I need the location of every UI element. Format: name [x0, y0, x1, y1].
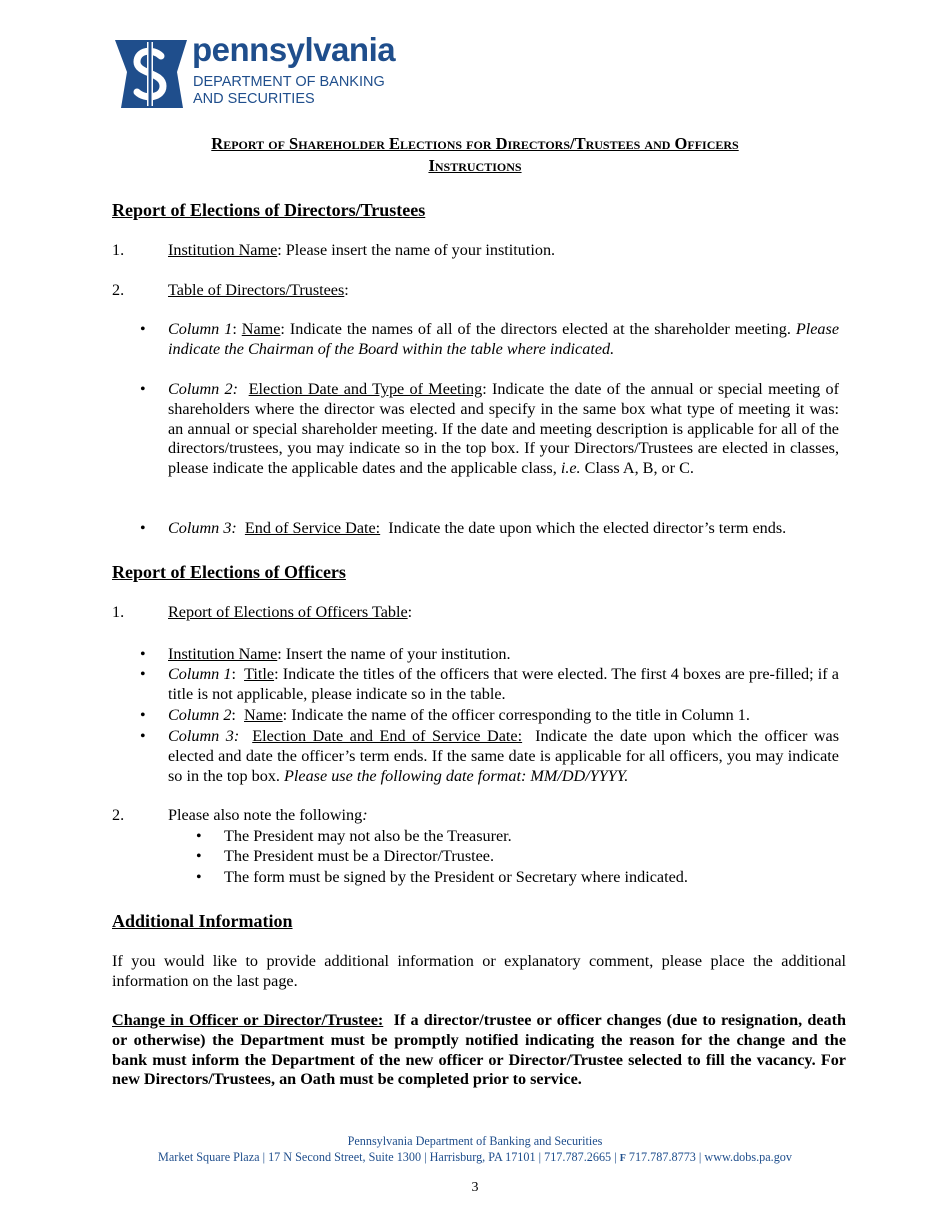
section-heading-directors: Report of Elections of Directors/Trustees: [112, 200, 426, 220]
section-heading-additional-info: Additional Information: [112, 911, 293, 931]
footer-address: Market Square Plaza | 17 N Second Street, Suite 1300 | Harrisburg, PA 17101 | 717.787.2665 | F 717.787.8773 | www.dobs.pa.gov: [158, 1150, 792, 1164]
list-item-institution-name: Institution Name: Please insert the name of your institution.: [168, 241, 556, 259]
bullet-icon: •: [196, 828, 202, 845]
bullet-icon: •: [140, 520, 146, 537]
bullet-icon: •: [140, 666, 146, 683]
change-notice-paragraph: Change in Officer or Director/Trustee: If a director/trustee or officer changes (due to resignation, death or otherwise) the Department must be promptly notified indicating the reason for the change and the bank must inform the Department of the new officer or Director/Trustee selected to fill the vacancy. For new Directors/Trustees, an Oath must be completed prior to service.: [112, 1011, 846, 1089]
logo-wordmark: pennsylvania: [192, 31, 396, 68]
bullet-column2-election-date: Column 2: Election Date and Type of Meeting: Indicate the date of the annual or special meeting of shareholders where the director was elected and specify in the same box what type of meeting it was: an annual or special shareholder meeting. If the date and meeting description is applicable for all of the directors/trustees, you may indicate so in the top box. If your Directors/Trustees are elected in classes, please indicate the applicable dates and the applicable class, i.e. Class A, B, or C.: [168, 380, 840, 478]
bullet-institution-name: Institution Name: Insert the name of your institution.: [168, 645, 511, 663]
bullet-column3-end-date: Column 3: End of Service Date: Indicate the date upon which the elected director’s term ends.: [168, 519, 787, 537]
bullet-icon: •: [140, 321, 146, 338]
bullet-column2-name: Column 2: Name: Indicate the name of the officer corresponding to the title in Column 1.: [168, 706, 750, 724]
bullet-icon: •: [196, 848, 202, 865]
keystone-dollar-icon: [113, 36, 189, 112]
bullet-icon: •: [140, 646, 146, 663]
list-item-officers-table: Report of Elections of Officers Table:: [168, 603, 413, 621]
note-item: The form must be signed by the President or Secretary where indicated.: [224, 868, 688, 886]
section-heading-officers: Report of Elections of Officers: [112, 562, 346, 582]
footer-agency-name: Pennsylvania Department of Banking and Securities: [347, 1134, 603, 1148]
bullet-icon: •: [140, 728, 146, 745]
note-item: The President may not also be the Treasurer.: [224, 827, 512, 845]
bullet-column1-title: Column 1: Title: Indicate the titles of the officers that were elected. The first 4 boxes are pre-filled; if a title is not applicable, please indicate so in the table.: [168, 665, 839, 703]
list-item-table-directors: Table of Directors/Trustees:: [168, 281, 349, 299]
list-item-note-following: Please also note the following:: [168, 806, 368, 824]
page-number: 3: [471, 1180, 479, 1195]
bullet-icon: •: [196, 869, 202, 886]
list-number: 2.: [112, 281, 125, 299]
list-number: 1.: [112, 241, 125, 259]
note-item: The President must be a Director/Trustee.: [224, 847, 495, 865]
document-subtitle: Instructions: [428, 156, 522, 175]
bullet-column1-name: Column 1: Name: Indicate the names of all of the directors elected at the shareholder meeting. Please indicate the Chairman of the Board within the table where indicated.: [168, 320, 840, 358]
agency-logo: [113, 31, 403, 110]
list-number: 1.: [112, 603, 125, 621]
bullet-icon: •: [140, 707, 146, 724]
bullet-icon: •: [140, 381, 146, 398]
list-number: 2.: [112, 806, 125, 824]
additional-info-paragraph: If you would like to provide additional information or explanatory comment, please place the additional information on the last page.: [112, 952, 846, 990]
bullet-column3-dates: Column 3: Election Date and End of Service Date: Indicate the date upon which the officer was elected and date the officer’s term ends. If the same date is applicable for all officers, you may indicate so in the top box. Please use the following date format: MM/DD/YYYY.: [168, 727, 840, 785]
logo-subtitle-2: AND SECURITIES: [193, 91, 315, 107]
document-title: Report of Shareholder Elections for Directors/Trustees and Officers: [211, 134, 739, 153]
logo-subtitle-1: DEPARTMENT OF BANKING: [193, 74, 385, 90]
